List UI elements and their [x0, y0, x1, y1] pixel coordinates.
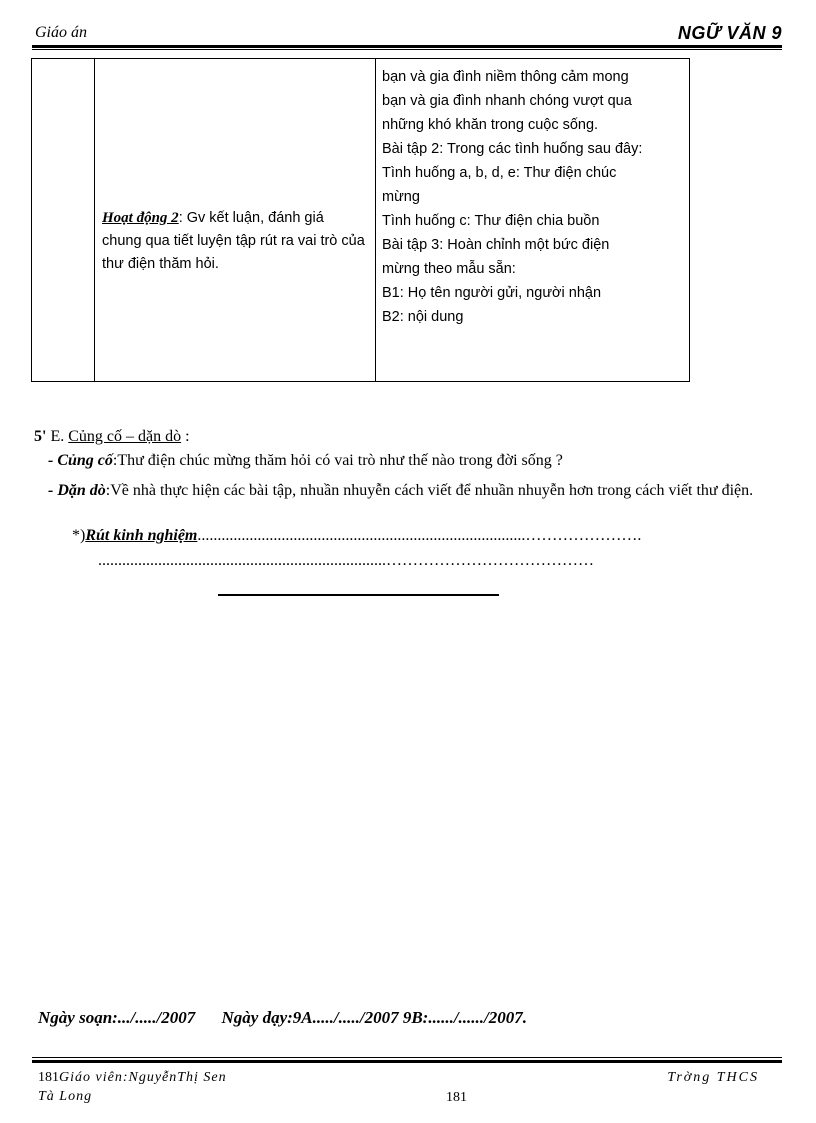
content-line: Tình huống a, b, d, e: Thư điện chúc — [382, 165, 617, 181]
section-number: 5' — [34, 428, 47, 445]
experience-dots-line: ........................................................................………………………………… — [98, 552, 594, 569]
footer-rule-thin — [32, 1057, 782, 1058]
content-line: B2: nội dung — [382, 309, 464, 325]
activity-text: : Gv kết luận, đánh giá chung qua tiết luyện tập rút ra vai trò của thư điện thăm hỏi. — [102, 210, 365, 272]
footer-rule — [32, 1060, 782, 1063]
separator-rule — [218, 594, 499, 596]
dando-paragraph — [48, 478, 782, 503]
experience-line — [72, 527, 816, 545]
content-line: Bài tập 3: Hoàn chỉnh một bức điện — [382, 237, 610, 253]
content-line: Bài tập 2: Trong các tình huống sau đây: — [382, 141, 643, 157]
section-heading: Củng cố – dặn dò — [68, 428, 182, 445]
experience-dots: ..................................................................................…………………. — [197, 527, 642, 544]
experience-prefix: *) — [72, 527, 86, 544]
experience-label: Rút kinh nghiệm — [85, 527, 198, 544]
footer-number: 181 — [38, 1070, 59, 1085]
section-letter: E. — [50, 428, 65, 445]
content-line: Tình huống c: Thư điện chia buồn — [382, 213, 600, 229]
cungco-text: :Thư điện chúc mừng thăm hỏi có vai trò như thế nào trong đời sống ? — [112, 452, 563, 469]
lesson-table — [31, 58, 690, 382]
section-heading-suffix: : — [181, 428, 190, 445]
header-subject: NGỮ VĂN 9 — [677, 23, 782, 43]
table-row — [32, 59, 690, 382]
dando-text: :Về nhà thực hiện các bài tập, nhuần nhuyễn cách viết để nhuần nhuyễn hơn trong cách viết thư điện. — [105, 482, 754, 499]
cungco-paragraph — [48, 452, 782, 470]
table-cell-content — [376, 59, 690, 382]
header-rule — [32, 45, 782, 48]
content-line: bạn và gia đình nhanh chóng vượt qua — [382, 93, 632, 109]
content-line: mừng — [382, 189, 420, 205]
header-left: Giáo án — [35, 24, 87, 41]
content-line: bạn và gia đình niềm thông cảm mong — [382, 69, 629, 85]
activity-heading: Hoạt động 2 — [102, 210, 179, 226]
section-title — [34, 428, 782, 446]
table-cell-empty — [32, 59, 95, 382]
footer-teacher-name: Giáo viên:NguyễnThị Sen — [59, 1070, 227, 1085]
cungco-label: - Củng cố — [48, 452, 113, 469]
content-line: B1: Họ tên người gửi, người nhận — [382, 285, 602, 301]
page-number: 181 — [446, 1090, 467, 1105]
table-cell-activity — [95, 59, 376, 382]
header-rule-thin — [32, 49, 782, 50]
footer-school-left: Tà Long — [38, 1089, 93, 1104]
footer-school: Trờng THCS — [667, 1070, 759, 1085]
date-taught: Ngày dạy:9A...../...../2007 9B:....../....../2007. — [221, 1008, 528, 1027]
dando-label: - Dặn dò — [48, 482, 106, 499]
date-prepared: Ngày soạn:.../...../2007 — [38, 1008, 196, 1027]
dates-line — [38, 1008, 549, 1028]
footer-teacher — [38, 1068, 227, 1106]
content-line: những khó khăn trong cuộc sống. — [382, 117, 599, 133]
content-line: mừng theo mẫu sẵn: — [382, 261, 516, 277]
